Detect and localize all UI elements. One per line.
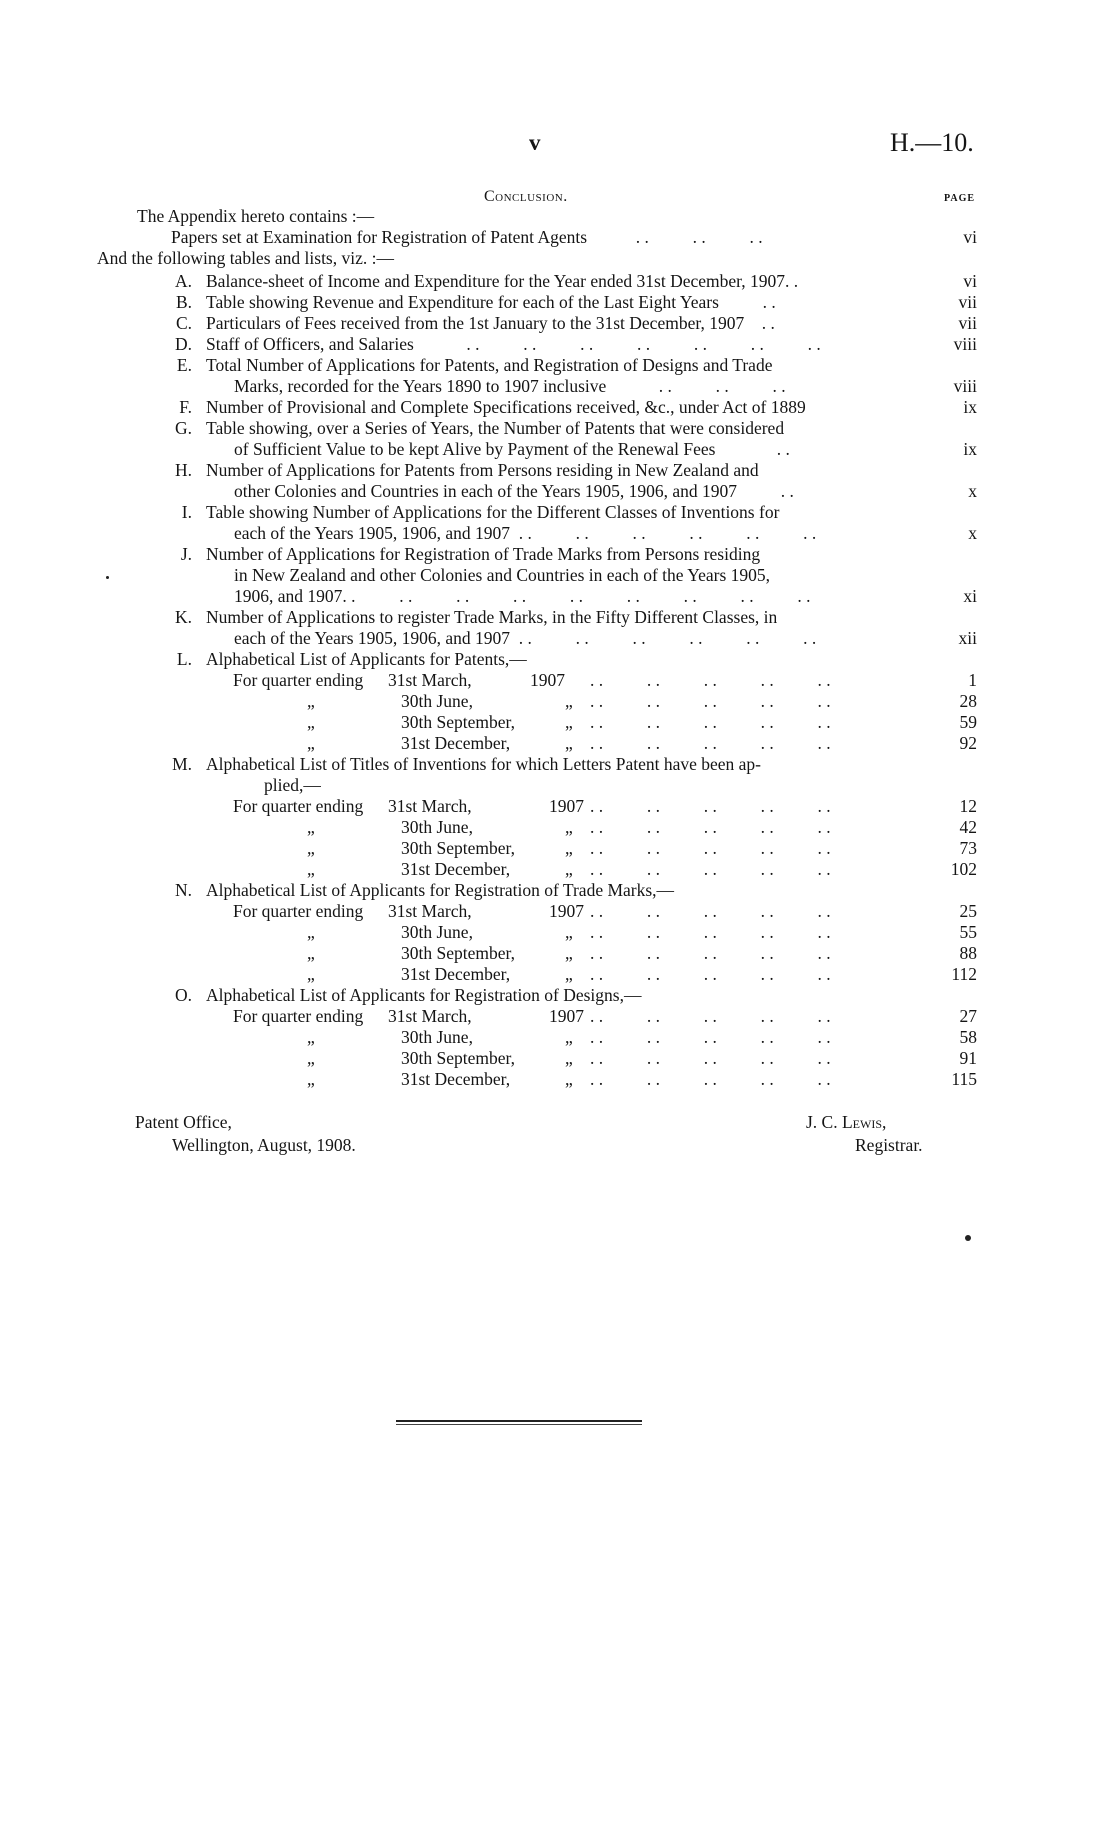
table-item-text: 1906, and 1907. . . . . . . . . . . . . . . . . .	[234, 586, 811, 606]
papers-line-dots: . . . . . .	[635, 227, 763, 247]
leader-dots: . . . . . . . . . .	[590, 1069, 831, 1089]
table-item-letter: B.	[175, 292, 192, 312]
table-item-text: Particulars of Fees received from the 1st January to the 31st December, 1907 . .	[206, 313, 775, 333]
quarter-prefix: „	[307, 1027, 315, 1047]
document-reference: H.—10.	[890, 128, 974, 157]
table-item-letter: K.	[174, 607, 192, 627]
quarter-year: „	[565, 922, 573, 942]
ink-speck	[965, 1235, 971, 1241]
leader-dots: . . . . . . . . . .	[590, 712, 831, 732]
quarter-date: 31st March,	[388, 1006, 472, 1026]
quarter-date: 30th September,	[401, 943, 515, 963]
quarter-prefix: For quarter ending	[233, 670, 364, 690]
table-item-text: Table showing, over a Series of Years, the Number of Patents that were considered	[206, 418, 785, 438]
leader-dots: . . . . . . . . . .	[590, 859, 831, 879]
quarter-page: 28	[959, 691, 977, 711]
table-item-page: vii	[958, 292, 977, 312]
quarter-year: „	[565, 1048, 573, 1068]
quarter-prefix: „	[307, 817, 315, 837]
footer-office-block	[135, 1111, 356, 1157]
quarter-page: 112	[951, 964, 977, 984]
closing-rule	[396, 1420, 642, 1422]
quarter-year: „	[565, 859, 573, 879]
leader-dots: . . . . . . . . . .	[590, 670, 831, 690]
quarter-date: 31st December,	[401, 733, 511, 753]
table-item-text: other Colonies and Countries in each of the Years 1905, 1906, and 1907 . .	[234, 481, 794, 501]
table-item-letter: E.	[176, 355, 192, 375]
quarter-page: 92	[959, 733, 977, 753]
table-item-text: Balance-sheet of Income and Expenditure for the Year ended 31st December, 1907. .	[206, 271, 799, 291]
list-title: Alphabetical List of Applicants for Patents,—	[206, 649, 527, 669]
quarter-page: 12	[959, 796, 977, 816]
table-item-text: Total Number of Applications for Patents, and Registration of Designs and Trade	[206, 355, 773, 375]
list-title: Alphabetical List of Titles of Inventions for which Letters Patent have been ap-	[206, 754, 762, 774]
quarter-page: 58	[959, 1027, 977, 1047]
table-item-letter: H.	[174, 460, 192, 480]
quarter-date: 31st December,	[401, 1069, 511, 1089]
quarter-date: 30th June,	[401, 691, 473, 711]
quarter-year: „	[565, 1027, 573, 1047]
quarter-year: „	[565, 1069, 573, 1089]
table-item-text: Number of Applications to register Trade Marks, in the Fifty Different Classes, in	[206, 607, 778, 627]
table-item-text: Marks, recorded for the Years 1890 to 1907 inclusive . . . . . .	[234, 376, 786, 396]
appendix-intro: The Appendix hereto contains :—	[137, 206, 375, 226]
papers-line-page: vi	[963, 227, 977, 247]
leader-dots: . . . . . . . . . .	[590, 691, 831, 711]
table-item-text: Table showing Number of Applications for the Different Classes of Inventions for	[206, 502, 780, 522]
list-letter: N.	[174, 880, 192, 900]
table-item-page: xii	[958, 628, 977, 648]
quarter-date: 31st March,	[388, 901, 472, 921]
quarter-date: 30th June,	[401, 1027, 473, 1047]
quarter-year: „	[565, 943, 573, 963]
quarter-date: 31st December,	[401, 964, 511, 984]
table-item-page: viii	[953, 334, 977, 354]
table-item-letter: F.	[179, 397, 192, 417]
table-item-page: x	[968, 523, 977, 543]
quarter-page: 115	[951, 1069, 977, 1089]
list-title: Alphabetical List of Applicants for Registration of Trade Marks,—	[206, 880, 675, 900]
table-item-page: ix	[963, 397, 977, 417]
footer-role: Registrar.	[855, 1135, 923, 1155]
table-item-text: Table showing Revenue and Expenditure for each of the Last Eight Years . .	[206, 292, 776, 312]
leader-dots: . . . . . . . . . .	[590, 1006, 831, 1026]
quarter-year: „	[565, 817, 573, 837]
quarter-page: 102	[950, 859, 977, 879]
leader-dots: . . . . . . . . . .	[590, 922, 831, 942]
quarter-year: „	[565, 838, 573, 858]
quarter-page: 59	[959, 712, 977, 732]
quarter-date: 31st March,	[388, 796, 472, 816]
quarter-date: 30th September,	[401, 1048, 515, 1068]
section-title: Conclusion.	[484, 188, 568, 205]
table-item-page: vi	[963, 271, 977, 291]
table-item-text: each of the Years 1905, 1906, and 1907 . . . . . . . . . . . .	[234, 523, 817, 543]
table-item-page: viii	[953, 376, 977, 396]
leader-dots: . . . . . . . . . .	[590, 901, 831, 921]
quarter-prefix: „	[307, 1069, 315, 1089]
quarter-prefix: „	[307, 733, 315, 753]
table-item-text: each of the Years 1905, 1906, and 1907 . . . . . . . . . . . .	[234, 628, 817, 648]
quarter-year: 1907	[549, 901, 584, 921]
quarter-page: 73	[959, 838, 977, 858]
table-item-text: of Sufficient Value to be kept Alive by Payment of the Renewal Fees . .	[234, 439, 790, 459]
quarter-date: 30th September,	[401, 838, 515, 858]
list-letter: O.	[174, 985, 192, 1005]
quarter-page: 42	[959, 817, 977, 837]
leader-dots: . . . . . . . . . .	[590, 817, 831, 837]
leader-dots: . . . . . . . . . .	[590, 1048, 831, 1068]
quarter-date: 30th June,	[401, 922, 473, 942]
table-item-text: Number of Provisional and Complete Specifications received, &c., under Act of 1889	[206, 397, 806, 417]
quarter-year: 1907	[530, 670, 565, 690]
closing-rule-thin	[396, 1424, 642, 1425]
quarter-prefix: „	[307, 922, 315, 942]
list-letter: L.	[176, 649, 192, 669]
list-title: plied,—	[264, 775, 321, 795]
quarter-date: 31st March,	[388, 670, 472, 690]
footer-signature-block	[806, 1111, 923, 1157]
quarter-year: 1907	[549, 796, 584, 816]
tables-intro: And the following tables and lists, viz. :—	[97, 248, 394, 268]
list-title: Alphabetical List of Applicants for Registration of Designs,—	[206, 985, 642, 1005]
table-item-letter: C.	[175, 313, 192, 333]
leader-dots: . . . . . . . . . .	[590, 943, 831, 963]
quarter-year: „	[565, 964, 573, 984]
quarter-prefix: „	[307, 1048, 315, 1068]
table-item-text: in New Zealand and other Colonies and Countries in each of the Years 1905,	[234, 565, 771, 585]
quarter-page: 55	[959, 922, 977, 942]
table-item-text: Number of Applications for Patents from Persons residing in New Zealand and	[206, 460, 759, 480]
table-item-letter: J.	[180, 544, 192, 564]
papers-line-text: Papers set at Examination for Registration of Patent Agents	[171, 227, 588, 247]
table-item-page: ix	[963, 439, 977, 459]
page-number: v	[529, 130, 541, 155]
table-item-letter: D.	[174, 334, 192, 354]
leader-dots: . . . . . . . . . .	[590, 796, 831, 816]
table-item-letter: A.	[174, 271, 192, 291]
quarter-page: 25	[959, 901, 977, 921]
quarter-date: 30th September,	[401, 712, 515, 732]
leader-dots: . . . . . . . . . .	[590, 733, 831, 753]
quarter-prefix: „	[307, 943, 315, 963]
leader-dots: . . . . . . . . . .	[590, 1027, 831, 1047]
ink-speck	[106, 576, 109, 579]
table-item-page: vii	[958, 313, 977, 333]
table-item-page: x	[968, 481, 977, 501]
table-item-text: Staff of Officers, and Salaries . . . . . . . . . . . . . .	[206, 334, 821, 354]
table-item-letter: G.	[174, 418, 192, 438]
quarter-year: 1907	[549, 1006, 584, 1026]
quarter-page: 27	[959, 1006, 977, 1026]
table-item-letter: I.	[181, 502, 192, 522]
quarter-prefix: „	[307, 964, 315, 984]
quarter-year: „	[565, 733, 573, 753]
quarter-prefix: For quarter ending	[233, 901, 364, 921]
papers-line	[171, 227, 763, 248]
leader-dots: . . . . . . . . . .	[590, 964, 831, 984]
quarter-year: „	[565, 712, 573, 732]
quarter-page: 88	[959, 943, 977, 963]
list-letter: M.	[172, 754, 192, 774]
quarter-year: „	[565, 691, 573, 711]
quarter-prefix: For quarter ending	[233, 796, 364, 816]
quarter-date: 31st December,	[401, 859, 511, 879]
table-item-page: xi	[963, 586, 977, 606]
quarter-date: 30th June,	[401, 817, 473, 837]
table-item-text: Number of Applications for Registration of Trade Marks from Persons residing	[206, 544, 761, 564]
leader-dots: . . . . . . . . . .	[590, 838, 831, 858]
footer-place-date: Wellington, August, 1908.	[172, 1135, 356, 1155]
footer-office: Patent Office,	[135, 1112, 232, 1132]
quarter-prefix: „	[307, 691, 315, 711]
quarter-prefix: „	[307, 859, 315, 879]
footer-signatory: J. C. Lewis,	[806, 1112, 887, 1132]
page-column-label: PAGE	[944, 193, 976, 204]
quarter-page: 91	[959, 1048, 977, 1068]
quarter-page: 1	[968, 670, 977, 690]
quarter-prefix: For quarter ending	[233, 1006, 364, 1026]
quarter-prefix: „	[307, 838, 315, 858]
quarter-prefix: „	[307, 712, 315, 732]
